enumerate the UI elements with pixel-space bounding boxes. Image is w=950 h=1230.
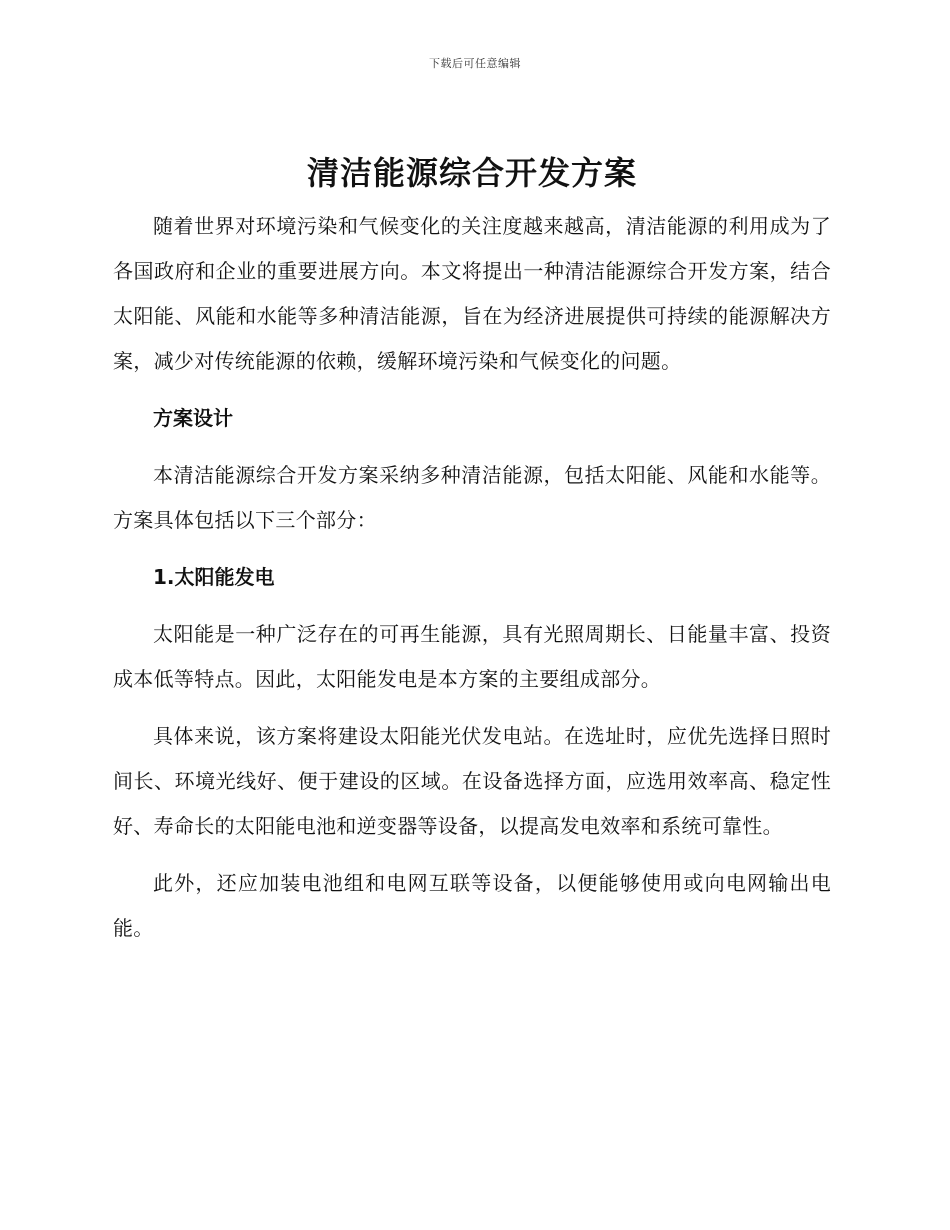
section-heading-design: 方案设计 — [153, 406, 233, 430]
subsection-heading-solar: 1.太阳能发电 — [153, 565, 275, 589]
solar-paragraph-2: 具体来说，该方案将建设太阳能光伏发电站。在选址时，应优先选择日照时间长、环境光线好、便于建设的区域。在设备选择方面，应选用效率高、稳定性好、寿命长的太阳能电池和逆变器等设备，以提高发电效率和系统可靠性。 — [113, 724, 831, 838]
design-paragraph: 本清洁能源综合开发方案采纳多种清洁能源，包括太阳能、风能和水能等。方案具体包括以下三个部分： — [113, 463, 831, 532]
document-body — [113, 150, 831, 951]
solar-paragraph-3: 此外，还应加装电池组和电网互联等设备，以便能够使用或向电网输出电能。 — [113, 871, 831, 940]
page-header-note: 下载后可任意编辑 — [429, 57, 521, 70]
document-title: 清洁能源综合开发方案 — [306, 154, 637, 192]
intro-paragraph: 随着世界对环境污染和气候变化的关注度越来越高，清洁能源的利用成为了各国政府和企业的重要进展方向。本文将提出一种清洁能源综合开发方案，结合太阳能、风能和水能等多种清洁能源，旨在为经济进展提供可持续的能源解决方案，减少对传统能源的依赖，缓解环境污染和气候变化的问题。 — [113, 214, 831, 373]
solar-paragraph-1: 太阳能是一种广泛存在的可再生能源，具有光照周期长、日能量丰富、投资成本低等特点。因此，太阳能发电是本方案的主要组成部分。 — [113, 622, 831, 691]
